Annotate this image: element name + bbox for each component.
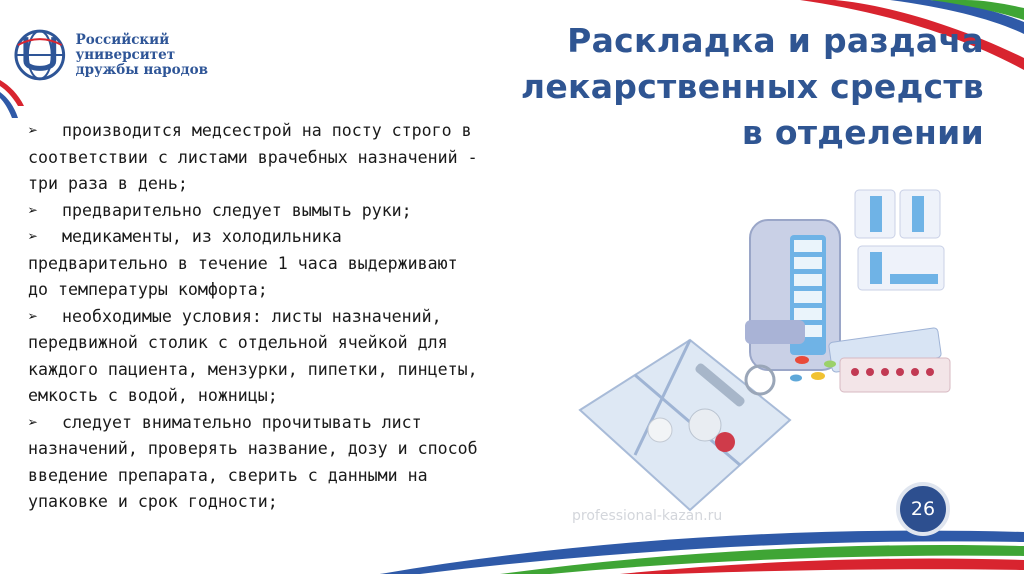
bullet-text: медикаменты, из холодильника: [62, 227, 342, 246]
bullet-text: передвижной столик с отдельной ячейкой для: [28, 333, 448, 352]
bullet-text: соответствии с листами врачебных назначений -: [28, 147, 478, 167]
bullet-item: [28, 118, 568, 145]
page-number-badge: 26: [896, 482, 950, 536]
bullet-text: упаковке и срок годности;: [28, 492, 278, 511]
university-name: [76, 33, 272, 78]
bullet-list: [28, 118, 568, 516]
bullet-item-continuation: [28, 145, 568, 172]
bullet-item-continuation: [28, 463, 568, 490]
bullet-item: [28, 410, 568, 437]
bullet-item-continuation: [28, 357, 568, 384]
bullet-text: следует внимательно прочитывать лист: [62, 412, 422, 432]
bullet-text: предварительно следует вымыть руки;: [62, 200, 412, 220]
bullet-item: [28, 198, 568, 225]
watermark-text: professional-kazan.ru: [572, 508, 723, 524]
bullet-text: необходимые условия: листы назначений,: [62, 306, 442, 326]
arrowhead-bullet-icon: ➢: [28, 412, 38, 432]
bullet-text: каждого пациента, мензурки, пипетки, пинцеты,: [28, 359, 478, 379]
day-night-pill-box-image: [580, 340, 790, 510]
university-logo[interactable]: [12, 24, 272, 86]
bullet-item: [28, 224, 568, 251]
bullet-item-continuation: [28, 489, 568, 516]
slide-title-line3: в отделении: [741, 113, 984, 152]
slide-title-line1: Раскладка и раздача: [567, 21, 984, 60]
university-name-line2: дружбы народов: [75, 61, 208, 78]
bullet-item-continuation: [28, 436, 568, 463]
arrowhead-bullet-icon: ➢: [28, 306, 38, 326]
bullet-item-continuation: [28, 171, 568, 198]
bullet-text: введение препарата, сверить с данными на: [28, 465, 428, 485]
rudn-globe-logo-icon: [12, 27, 68, 83]
pill-organizer-illustration: [540, 180, 1010, 540]
bullet-text: до температуры комфорта;: [28, 280, 268, 299]
bullet-item-continuation: [28, 383, 568, 410]
bullet-text: три раза в день;: [28, 174, 188, 193]
arrowhead-bullet-icon: ➢: [28, 121, 38, 140]
bullet-item-continuation: [28, 277, 568, 304]
university-name-line1: Российский университет: [75, 31, 176, 63]
bullet-text: предварительно в течение 1 часа выдерживают: [28, 253, 458, 273]
arrowhead-bullet-icon: ➢: [28, 227, 38, 246]
arrowhead-bullet-icon: ➢: [28, 200, 38, 220]
tall-pill-organizer-image: [745, 220, 840, 370]
slide-title-line2: лекарственных средств: [520, 67, 984, 106]
bullet-item-continuation: [28, 330, 568, 357]
bullet-text: производится медсестрой на посту строго в: [62, 121, 472, 140]
bullet-text: назначений, проверять название, дозу и способ: [28, 439, 478, 458]
thumbnail-organizers-image: [855, 190, 944, 290]
bullet-text: емкость с водой, ножницы;: [28, 386, 278, 405]
bullet-item: [28, 304, 568, 331]
bullet-item-continuation: [28, 251, 568, 278]
